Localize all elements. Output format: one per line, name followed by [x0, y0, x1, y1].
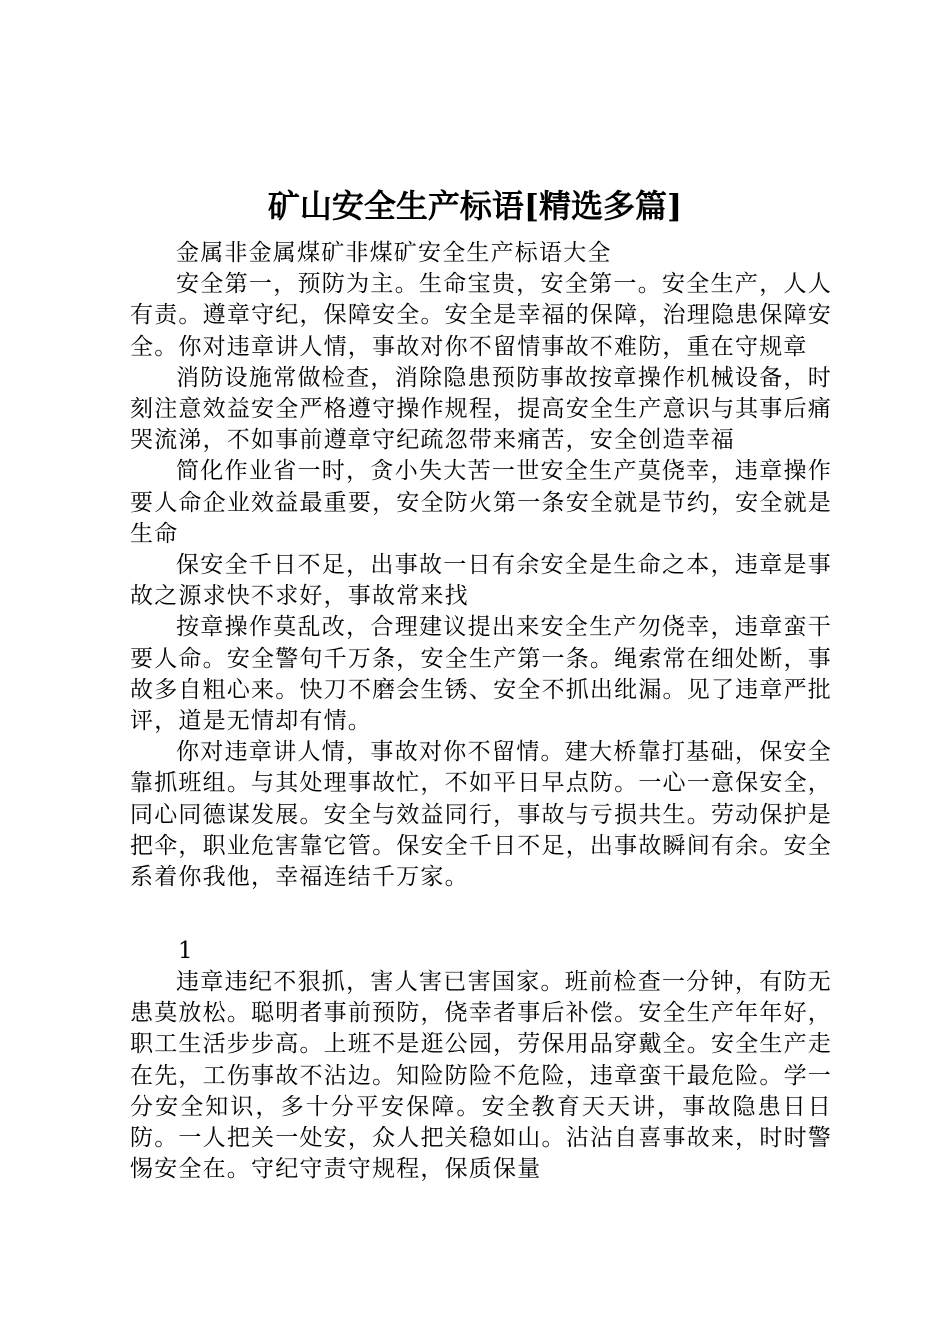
document-body-top [130, 238, 832, 893]
paragraph: 按章操作莫乱改，合理建议提出来安全生产勿侥幸，违章蛮干要人命。安全警句千万条，安全生产第一条。绳索常在细处断，事故多自粗心来。快刀不磨会生锈、安全不抓出纰漏。见了违章严批评，道是无情却有情。 [130, 614, 832, 735]
document-title: 矿山安全生产标语[精选多篇] [267, 187, 683, 225]
paragraph: 安全第一，预防为主。生命宝贵，安全第一。安全生产，人人有责。遵章守纪，保障安全。安全是幸福的保障，治理隐患保障安全。你对违章讲人情，事故对你不留情事故不难防，重在守规章 [130, 271, 832, 360]
paragraph: 违章违纪不狠抓，害人害已害国家。班前检查一分钟，有防无患莫放松。聪明者事前预防，侥幸者事后补偿。安全生产年年好，职工生活步步高。上班不是逛公园，劳保用品穿戴全。安全生产走在先，工伤事故不沾边。知险防险不危险，违章蛮干最危险。学一分安全知识，多十分平安保障。安全教育天天讲，事故隐患日日防。一人把关一处安，众人把关稳如山。沾沾自喜事故来，时时警惕安全在。守纪守责守规程，保质保量 [130, 969, 832, 1183]
document-body-bottom [130, 967, 832, 1185]
paragraph: 消防设施常做检查，消除隐患预防事故按章操作机械设备，时刻注意效益安全严格遵守操作规程，提高安全生产意识与其事后痛哭流涕，不如事前遵章守纪疏忽带来痛苦，安全创造幸福 [130, 364, 832, 454]
paragraph: 你对违章讲人情，事故对你不留情。建大桥靠打基础，保安全靠抓班组。与其处理事故忙，不如平日早点防。一心一意保安全，同心同德谋发展。安全与效益同行，事故与亏损共生。劳动保护是把伞，职业危害靠它管。保安全千日不足，出事故瞬间有余。安全系着你我他，幸福连结千万家。 [130, 739, 832, 891]
paragraph-subtitle: 金属非金属煤矿非煤矿安全生产标语大全 [176, 240, 612, 266]
page-number: 1 [178, 938, 193, 964]
paragraph: 简化作业省一时，贪小失大苦一世安全生产莫侥幸，违章操作要人命企业效益最重要，安全防火第一条安全就是节约，安全就是生命 [130, 458, 832, 547]
paragraph: 保安全千日不足，出事故一日有余安全是生命之本，违章是事故之源求快不求好，事故常来找 [130, 552, 832, 610]
